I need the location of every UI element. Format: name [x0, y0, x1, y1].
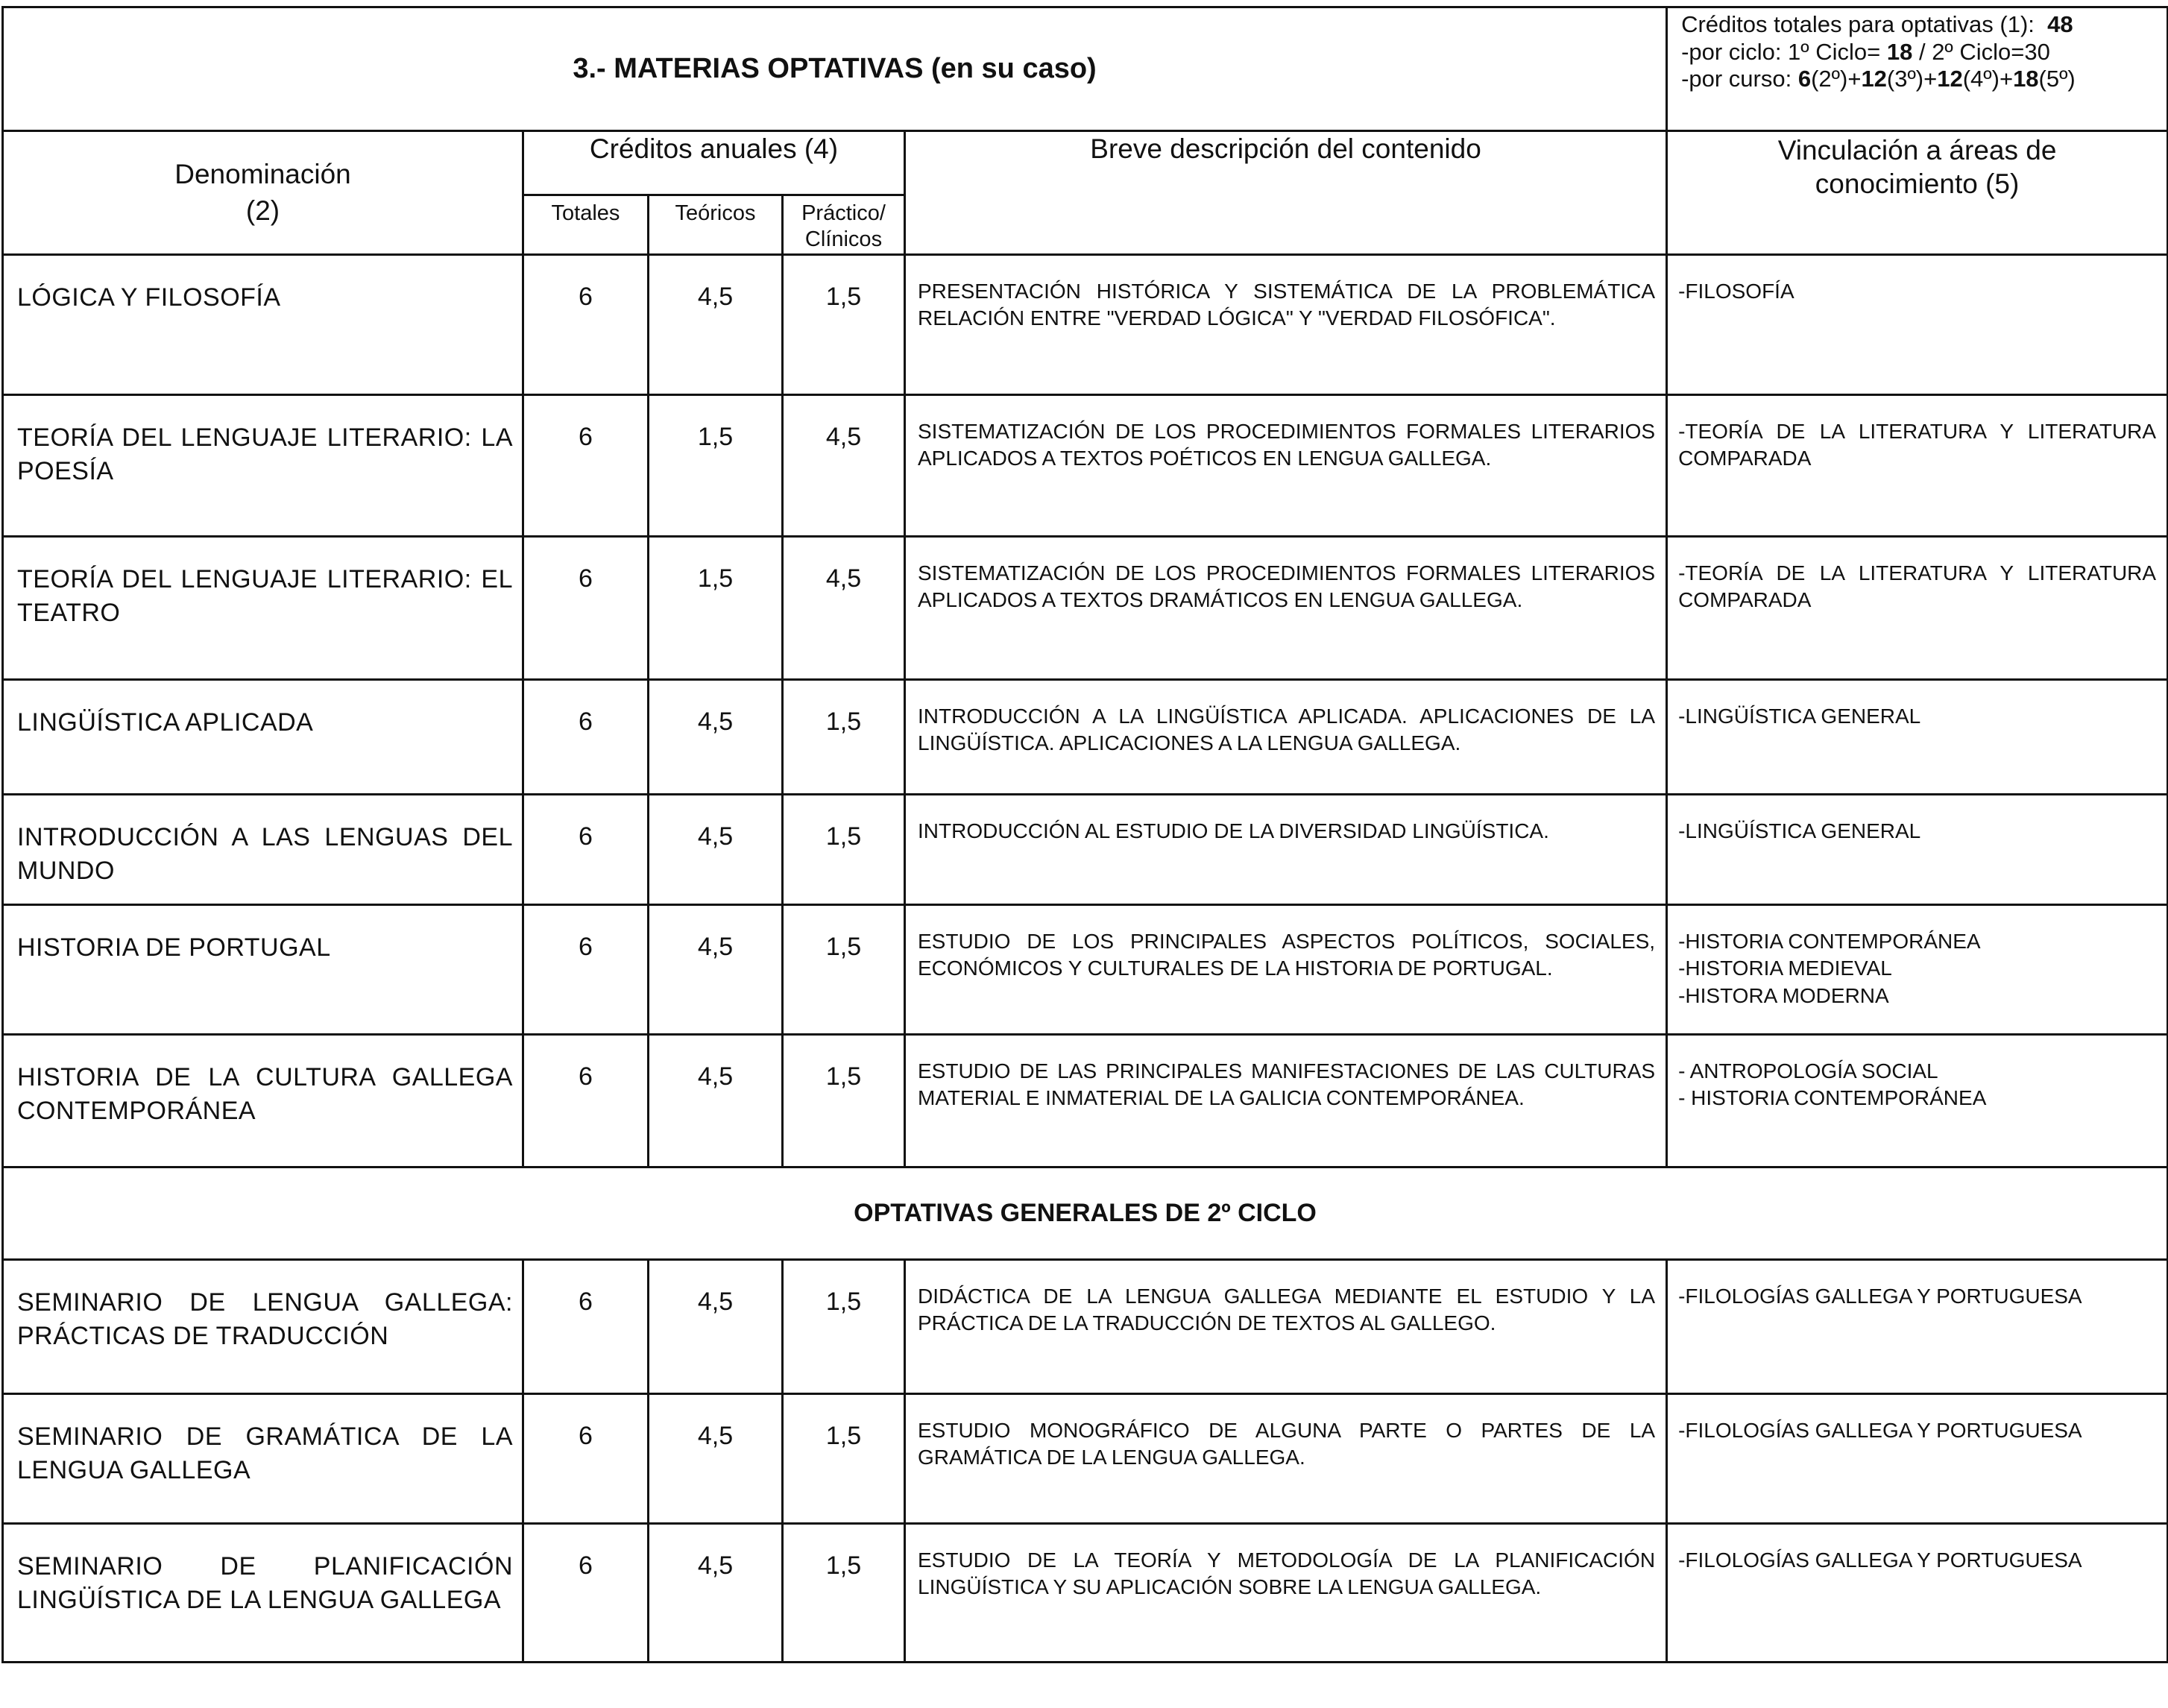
credits-totales: 6 — [523, 1394, 649, 1524]
subject-name: HISTORIA DE PORTUGAL — [3, 905, 523, 1035]
table-row — [3, 905, 2168, 1035]
credits-totales: 6 — [523, 395, 649, 537]
knowledge-area: -HISTORA MODERNA — [1678, 983, 1889, 1007]
credits-totales: 6 — [523, 537, 649, 680]
section-title: OPTATIVAS GENERALES DE 2º CICLO — [3, 1167, 2168, 1260]
credits-teoricos: 4,5 — [649, 255, 783, 395]
content-description: SISTEMATIZACIÓN DE LOS PROCEDIMIENTOS FORMALES LITERARIOS APLICADOS A TEXTOS POÉTICOS EN LENGUA GALLEGA. — [905, 395, 1667, 537]
knowledge-areas — [1667, 905, 2168, 1035]
knowledge-area: -TEORÍA DE LA LITERATURA Y LITERATURA COMPARADA — [1678, 420, 2157, 470]
table-row — [3, 1035, 2168, 1167]
knowledge-area: -LINGÜÍSTICA GENERAL — [1678, 705, 1921, 728]
content-description: SISTEMATIZACIÓN DE LOS PROCEDIMIENTOS FORMALES LITERARIOS APLICADOS A TEXTOS DRAMÁTICOS EN LENGUA GALLEGA. — [905, 537, 1667, 680]
knowledge-area: -FILOLOGÍAS GALLEGA Y PORTUGUESA — [1678, 1285, 2082, 1308]
credits-practicos: 1,5 — [783, 1394, 905, 1524]
credits-practicos: 1,5 — [783, 680, 905, 795]
credits-per-cycle-line: -por ciclo: 1º Ciclo= 18 / 2º Ciclo=30 — [1681, 38, 2050, 65]
credits-totales: 6 — [523, 680, 649, 795]
credits-teoricos: 1,5 — [649, 537, 783, 680]
subject-name: HISTORIA DE LA CULTURA GALLEGA CONTEMPORÁNEA — [3, 1035, 523, 1167]
table-row — [3, 1260, 2168, 1394]
credits-summary — [1667, 7, 2168, 131]
table-row — [3, 795, 2168, 905]
knowledge-areas — [1667, 537, 2168, 680]
content-description: ESTUDIO DE LAS PRINCIPALES MANIFESTACIONES DE LAS CULTURAS MATERIAL E INMATERIAL DE LA GALICIA CONTEMPORÁNEA. — [905, 1035, 1667, 1167]
knowledge-areas — [1667, 1260, 2168, 1394]
table-row — [3, 255, 2168, 395]
credits-practicos: 1,5 — [783, 1035, 905, 1167]
table-row — [3, 1394, 2168, 1524]
credits-practicos: 4,5 — [783, 395, 905, 537]
knowledge-area: - ANTROPOLOGÍA SOCIAL — [1678, 1059, 1938, 1083]
credits-totales: 6 — [523, 1260, 649, 1394]
credits-practicos: 1,5 — [783, 1524, 905, 1663]
knowledge-area: - HISTORIA CONTEMPORÁNEA — [1678, 1086, 1987, 1110]
content-description: INTRODUCCIÓN AL ESTUDIO DE LA DIVERSIDAD LINGÜÍSTICA. — [905, 795, 1667, 905]
column-header-vinculacion: Vinculación a áreas de conocimiento (5) — [1667, 131, 2168, 255]
credits-total-line: Créditos totales para optativas (1): 48 — [1681, 11, 2073, 37]
knowledge-area: -TEORÍA DE LA LITERATURA Y LITERATURA COMPARADA — [1678, 561, 2157, 612]
knowledge-areas — [1667, 680, 2168, 795]
subject-name: TEORÍA DEL LENGUAJE LITERARIO: EL TEATRO — [3, 537, 523, 680]
credits-teoricos: 4,5 — [649, 905, 783, 1035]
column-header-creditos: Créditos anuales (4) — [523, 131, 905, 195]
column-header-denominacion: Denominación (2) — [3, 131, 523, 255]
subject-name: TEORÍA DEL LENGUAJE LITERARIO: LA POESÍA — [3, 395, 523, 537]
table-row — [3, 537, 2168, 680]
credits-totales: 6 — [523, 905, 649, 1035]
subject-name: SEMINARIO DE LENGUA GALLEGA: PRÁCTICAS DE TRADUCCIÓN — [3, 1260, 523, 1394]
credits-teoricos: 4,5 — [649, 1260, 783, 1394]
credits-practicos: 1,5 — [783, 795, 905, 905]
credits-teoricos: 4,5 — [649, 680, 783, 795]
credits-totales: 6 — [523, 795, 649, 905]
knowledge-areas — [1667, 1524, 2168, 1663]
credits-practicos: 1,5 — [783, 1260, 905, 1394]
knowledge-area: -FILOSOFÍA — [1678, 280, 1794, 303]
column-header-row — [3, 131, 2168, 195]
credits-per-course-line: -por curso: 6(2º)+12(3º)+12(4º)+18(5º) — [1681, 66, 2076, 92]
column-header-practicos: Práctico/ Clínicos — [783, 195, 905, 255]
knowledge-areas — [1667, 1394, 2168, 1524]
subject-name: INTRODUCCIÓN A LAS LENGUAS DEL MUNDO — [3, 795, 523, 905]
credits-practicos: 1,5 — [783, 905, 905, 1035]
table-row — [3, 1524, 2168, 1663]
knowledge-area: -LINGÜÍSTICA GENERAL — [1678, 819, 1921, 842]
knowledge-area: -FILOLOGÍAS GALLEGA Y PORTUGUESA — [1678, 1419, 2082, 1442]
subject-name: LINGÜÍSTICA APLICADA — [3, 680, 523, 795]
credits-totales: 6 — [523, 1035, 649, 1167]
subject-name: SEMINARIO DE GRAMÁTICA DE LA LENGUA GALLEGA — [3, 1394, 523, 1524]
content-description: ESTUDIO DE LOS PRINCIPALES ASPECTOS POLÍTICOS, SOCIALES, ECONÓMICOS Y CULTURALES DE LA HISTORIA DE PORTUGAL. — [905, 905, 1667, 1035]
content-description: PRESENTACIÓN HISTÓRICA Y SISTEMÁTICA DE LA PROBLEMÁTICA RELACIÓN ENTRE "VERDAD LÓGICA" Y "VERDAD FILOSÓFICA". — [905, 255, 1667, 395]
header-row — [3, 7, 2168, 131]
knowledge-area: -FILOLOGÍAS GALLEGA Y PORTUGUESA — [1678, 1548, 2082, 1572]
credits-teoricos: 1,5 — [649, 395, 783, 537]
knowledge-areas — [1667, 395, 2168, 537]
credits-teoricos: 4,5 — [649, 795, 783, 905]
knowledge-area: -HISTORIA CONTEMPORÁNEA — [1678, 930, 1981, 953]
knowledge-areas — [1667, 255, 2168, 395]
credits-teoricos: 4,5 — [649, 1524, 783, 1663]
column-header-totales: Totales — [523, 195, 649, 255]
subject-name: LÓGICA Y FILOSOFÍA — [3, 255, 523, 395]
content-description: ESTUDIO MONOGRÁFICO DE ALGUNA PARTE O PARTES DE LA GRAMÁTICA DE LA LENGUA GALLEGA. — [905, 1394, 1667, 1524]
table-row — [3, 680, 2168, 795]
optativas-table — [1, 6, 2168, 1663]
credits-teoricos: 4,5 — [649, 1394, 783, 1524]
credits-totales: 6 — [523, 255, 649, 395]
content-description: DIDÁCTICA DE LA LENGUA GALLEGA MEDIANTE EL ESTUDIO Y LA PRÁCTICA DE LA TRADUCCIÓN DE TEXTOS AL GALLEGO. — [905, 1260, 1667, 1394]
knowledge-areas — [1667, 1035, 2168, 1167]
knowledge-areas — [1667, 795, 2168, 905]
credits-teoricos: 4,5 — [649, 1035, 783, 1167]
section-row — [3, 1167, 2168, 1260]
knowledge-area: -HISTORIA MEDIEVAL — [1678, 957, 1892, 980]
page-title: 3.- MATERIAS OPTATIVAS (en su caso) — [3, 7, 1667, 131]
subject-name: SEMINARIO DE PLANIFICACIÓN LINGÜÍSTICA DE LA LENGUA GALLEGA — [3, 1524, 523, 1663]
credits-practicos: 1,5 — [783, 255, 905, 395]
column-header-teoricos: Teóricos — [649, 195, 783, 255]
content-description: INTRODUCCIÓN A LA LINGÜÍSTICA APLICADA. APLICACIONES DE LA LINGÜÍSTICA. APLICACIONES A LA LENGUA GALLEGA. — [905, 680, 1667, 795]
content-description: ESTUDIO DE LA TEORÍA Y METODOLOGÍA DE LA PLANIFICACIÓN LINGÜÍSTICA Y SU APLICACIÓN SOBRE LA LENGUA GALLEGA. — [905, 1524, 1667, 1663]
credits-practicos: 4,5 — [783, 537, 905, 680]
table-row — [3, 395, 2168, 537]
column-header-descripcion: Breve descripción del contenido — [905, 131, 1667, 255]
credits-totales: 6 — [523, 1524, 649, 1663]
